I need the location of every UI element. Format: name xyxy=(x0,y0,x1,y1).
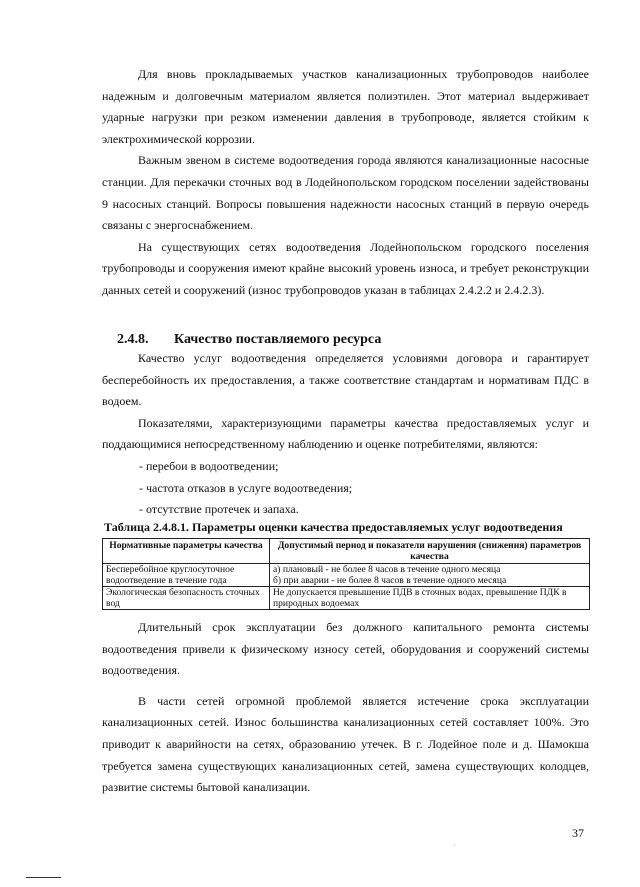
section-number: 2.4.8. xyxy=(117,332,149,347)
intro-text xyxy=(102,64,589,302)
list-item: - частота отказов в услуге водоотведения; xyxy=(139,480,353,495)
section-text xyxy=(102,348,589,456)
table-caption: Таблица 2.4.8.1. Параметры оценки качества предоставляемых услуг водоотведения xyxy=(104,520,563,534)
quality-parameters-table xyxy=(102,538,590,610)
column-header: Нормативные параметры качества xyxy=(103,539,270,564)
table-cell-limits xyxy=(270,587,590,610)
table-row xyxy=(103,587,590,610)
indicator-list xyxy=(139,456,352,521)
paragraph: Длительный срок эксплуатации без должного капитального ремонта системы водоотведения привели к физическому износу сетей, оборудования и сооружений системы водоотведения. xyxy=(102,620,589,678)
section-heading xyxy=(117,332,381,348)
list-item: - перебои в водоотведении; xyxy=(139,459,279,473)
table-row xyxy=(103,564,590,587)
paragraph: В части сетей огромной проблемой является истечение срока эксплуатации канализационных сетей. Износ большинства канализационных сетей составляет 100%. Это приводит к аварийности на сетях, образованию утечек. В г. Лодейное поле и д. Шамокша требуется замена существующих канализационных сетей, замена существующих колодцев, развитие системы бытовой канализации. xyxy=(102,693,589,795)
paragraph: Для вновь прокладываемых участков канализационных трубопроводов наиболее надежным и долговечным материалом является полиэтилен. Этот материал выдерживает ударные нагрузки при резком изменении давления в трубопроводе, является стойким к электрохимической коррозии. xyxy=(102,67,589,146)
limit-line: Не допускается превышение ПДВ в сточных водах, превышение ПДК в природных водоемах xyxy=(273,587,567,609)
scan-mark: ˌ xyxy=(453,838,456,846)
paragraph: Важным звеном в системе водоотведения города являются канализационные насосные станции. Для перекачки сточных вод в Лодейнопольском городском поселении задействованы 9 насосных станций. Вопросы повышения надежности насосных станций в первую очередь связаны с энергоснабжением. xyxy=(102,153,589,233)
page-number: 37 xyxy=(572,826,584,840)
list-item: - отсутствие протечек и запаха. xyxy=(139,502,299,516)
table-cell-param: Экологическая безопасность сточных вод xyxy=(103,587,270,610)
table-cell-limits xyxy=(270,564,590,587)
section-title: Качество поставляемого ресурса xyxy=(174,332,382,347)
limit-line: б) при аварии - не более 8 часов в течение одного месяца xyxy=(273,575,507,586)
paragraph: На существующих сетях водоотведения Лодейнопольском городского поселения трубопроводы и сооружения имеют крайне высокий уровень износа, и требует реконструкции данных сетей и сооружений (износ трубопроводов указан в таблицах 2.4.2.2 и 2.4.2.3). xyxy=(102,239,589,297)
paragraph: Показателями, характеризующими параметры качества предоставляемых услуг и поддающимися непосредственному наблюдению и оценке потребителями, являются: xyxy=(102,415,589,452)
table-header-row xyxy=(103,539,590,564)
limit-line: а) плановый - не более 8 часов в течение одного месяца xyxy=(273,564,501,575)
paragraph: Качество услуг водоотведения определяется условиями договора и гарантирует бесперебойность их предоставления, а также соответствие стандартам и нормативам ПДС в водоем. xyxy=(102,351,589,409)
table-cell-param: Бесперебойное круглосуточное водоотведение в течение года xyxy=(103,564,270,587)
closing-text xyxy=(102,617,589,799)
footer-rule xyxy=(26,877,61,878)
column-header: Допустимый период и показатели нарушения (снижения) параметров качества xyxy=(270,539,590,564)
